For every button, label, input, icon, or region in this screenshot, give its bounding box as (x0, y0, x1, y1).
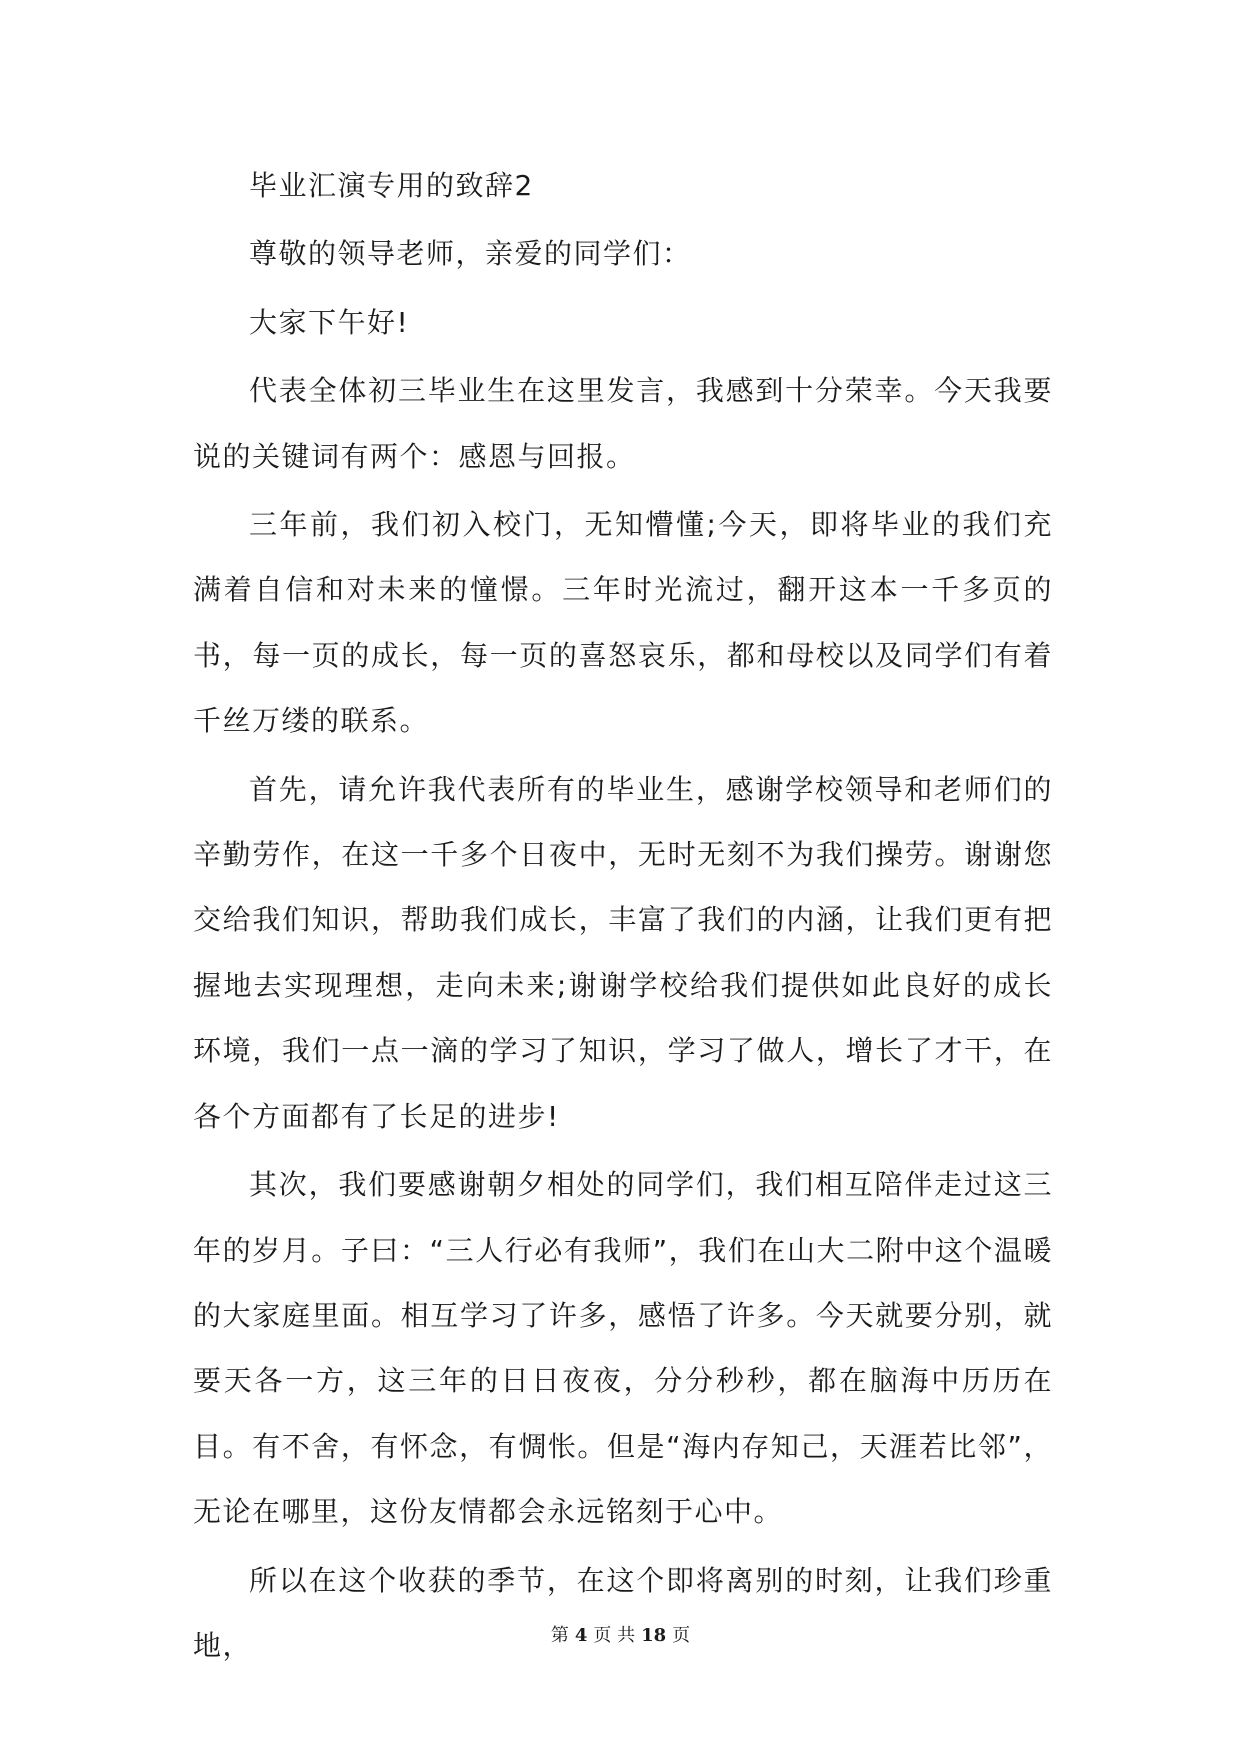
current-page-number: 4 (574, 1625, 588, 1646)
footer-suffix: 页 (672, 1625, 691, 1646)
paragraph-thanks-teachers: 首先，请允许我代表所有的毕业生，感谢学校领导和老师们的辛勤劳作，在这一千多个日夜中，无时无刻不为我们操劳。谢谢您交给我们知识，帮助我们成长，丰富了我们的内涵，让我们更有把握地去实现理想，走向未来;谢谢学校给我们提供如此良好的成长环境，我们一点一滴的学习了知识，学习了做人，增长了才干，在各个方面都有了长足的进步! (193, 772, 1053, 1133)
document-body (193, 153, 1053, 1681)
paragraph-thanks-classmates: 其次，我们要感谢朝夕相处的同学们，我们相互陪伴走过这三年的岁月。子曰：“三人行必有我师”，我们在山大二附中这个温暖的大家庭里面。相互学习了许多，感悟了许多。今天就要分别，就要天各一方，这三年的日日夜夜，分分秒秒，都在脑海中历历在目。有不舍，有怀念，有惆怅。但是“海内存知己，天涯若比邻”，无论在哪里，这份友情都会永远铭刻于心中。 (193, 1168, 1053, 1529)
greeting: 大家下午好! (249, 305, 410, 339)
total-page-count: 18 (641, 1625, 667, 1646)
paragraph-intro: 代表全体初三毕业生在这里发言，我感到十分荣幸。今天我要说的关键词有两个：感恩与回报。 (193, 374, 1053, 473)
footer-middle: 页 共 (593, 1625, 636, 1646)
document-title: 毕业汇演专用的致辞2 (249, 169, 534, 202)
footer-prefix: 第 (550, 1625, 569, 1646)
page-number-footer (0, 1621, 1241, 1647)
paragraph-closing: 所以在这个收获的季节，在这个即将离别的时刻，让我们珍重地， (193, 1563, 1053, 1662)
paragraph-three-years: 三年前，我们初入校门，无知懵懂;今天，即将毕业的我们充满着自信和对未来的憧憬。三年时光流过，翻开这本一千多页的书，每一页的成长，每一页的喜怒哀乐，都和母校以及同学们有着千丝万缕的联系。 (193, 508, 1053, 738)
salutation: 尊敬的领导老师，亲爱的同学们： (249, 237, 692, 271)
